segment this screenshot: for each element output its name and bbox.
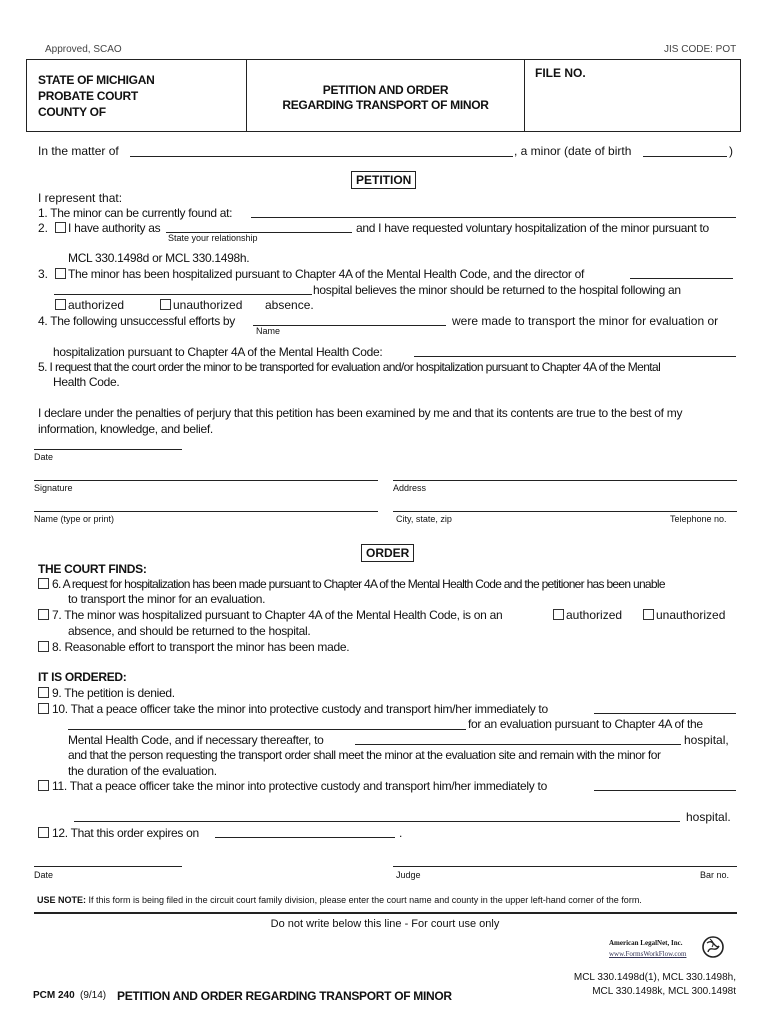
matter-prefix: In the matter of: [38, 144, 119, 158]
address-field[interactable]: [393, 480, 737, 481]
bar-no-caption: Bar no.: [700, 870, 730, 880]
order-9: 9. The petition is denied.: [52, 686, 175, 700]
signature-caption: Signature: [34, 483, 73, 493]
finding-8: 8. Reasonable effort to transport the minor has been made.: [52, 640, 350, 654]
authorized-label: authorized: [68, 298, 125, 312]
order-10-checkbox[interactable]: [38, 703, 49, 714]
declaration: I declare under the penalties of perjury that this petition has been examined by me and that its contents are true to the best of my: [38, 406, 683, 420]
finding-6-checkbox[interactable]: [38, 578, 49, 589]
petition-heading: PETITION: [351, 171, 416, 189]
order-10-evaluation-field[interactable]: [68, 729, 466, 730]
judge-signature-field[interactable]: [393, 866, 737, 867]
item-4-text-b: were made to transport the minor for evaluation or: [452, 314, 719, 328]
minor-name-field[interactable]: [130, 156, 513, 157]
authorized-checkbox[interactable]: [55, 299, 66, 310]
relationship-caption: State your relationship: [168, 233, 258, 243]
footer-title: PETITION AND ORDER REGARDING TRANSPORT OF MINOR: [117, 989, 452, 1003]
name-print-caption: Name (type or print): [34, 514, 115, 524]
jis-code: JIS CODE: POT: [664, 44, 737, 55]
order-heading: ORDER: [361, 544, 414, 562]
finding-8-checkbox[interactable]: [38, 641, 49, 652]
court-use-divider: [34, 912, 737, 914]
order-11-checkbox[interactable]: [38, 780, 49, 791]
court-state: STATE OF MICHIGAN: [38, 73, 155, 87]
absence-label: absence.: [265, 298, 314, 312]
order-10-e: the duration of the evaluation.: [68, 764, 217, 778]
item-2-text-b: and I have requested voluntary hospitalization of the minor pursuant to: [356, 221, 709, 235]
finding-7: 7. The minor was hospitalized pursuant to Chapter 4A of the Mental Health Code, is on an: [52, 608, 503, 622]
petition-date-field[interactable]: [34, 449, 182, 450]
order-11-destination-field[interactable]: [594, 790, 736, 791]
finding-7-unauthorized-label: unauthorized: [656, 608, 726, 622]
use-note: [37, 895, 642, 905]
order-9-checkbox[interactable]: [38, 687, 49, 698]
logo-url: www.FormsWorkFlow.com: [609, 950, 687, 958]
city-caption: City, state, zip: [396, 514, 452, 524]
matter-minor: , a minor (date of birth: [514, 144, 632, 158]
location-field[interactable]: [251, 217, 736, 218]
telephone-caption: Telephone no.: [670, 514, 727, 524]
finding-7-unauthorized-checkbox[interactable]: [643, 609, 654, 620]
hospital-field[interactable]: [54, 294, 312, 295]
item-2-text: I have authority as: [68, 221, 161, 235]
item-5-text-b: Health Code.: [53, 375, 120, 389]
footer-mcl-1: MCL 330.1498d(1), MCL 330.1498h,: [573, 972, 736, 983]
efforts-field[interactable]: [414, 356, 736, 357]
order-date-caption: Date: [34, 870, 54, 880]
order-10-c: Mental Health Code, and if necessary thereafter, to: [68, 733, 324, 747]
finding-7-b: absence, and should be returned to the hospital.: [68, 624, 311, 638]
american-legalnet-logo: [606, 933, 726, 963]
header-divider: [524, 59, 525, 131]
name-caption: Name: [256, 326, 281, 336]
unauthorized-label: unauthorized: [173, 298, 243, 312]
order-12: 12. That this order expires on: [52, 826, 199, 840]
item-4: 4. The following unsuccessful efforts by: [38, 314, 236, 328]
declaration-b: information, knowledge, and belief.: [38, 422, 213, 436]
order-date-field[interactable]: [34, 866, 182, 867]
form-number: PCM 240: [33, 990, 75, 1001]
matter-close: ): [729, 144, 733, 158]
judge-caption: Judge: [396, 870, 421, 880]
court-county: COUNTY OF: [38, 105, 106, 119]
order-10-hospital-label: hospital,: [684, 733, 729, 747]
logo-company: American LegalNet, Inc.: [609, 939, 683, 947]
finding-7-authorized-checkbox[interactable]: [553, 609, 564, 620]
item-3-text-b: hospital believes the minor should be returned to the hospital following an: [313, 283, 681, 297]
order-11-hospital-label: hospital.: [686, 810, 731, 824]
item-3-text: The minor has been hospitalized pursuant to Chapter 4A of the Mental Health Code, and the director of: [68, 267, 585, 281]
unauthorized-checkbox[interactable]: [160, 299, 171, 310]
order-10-b: for an evaluation pursuant to Chapter 4A of the: [468, 717, 703, 731]
globe-icon: [701, 935, 725, 959]
form-title: PETITION AND ORDER: [322, 83, 449, 97]
order-11-hospital-field[interactable]: [74, 821, 680, 822]
form-revision: (9/14): [80, 990, 107, 1001]
finding-7-checkbox[interactable]: [38, 609, 49, 620]
order-10-hospital-field[interactable]: [355, 744, 681, 745]
finding-6-b: to transport the minor for an evaluation.: [68, 592, 266, 606]
approved-label: Approved, SCAO: [45, 44, 122, 55]
court-use-notice: Do not write below this line - For court use only: [270, 918, 500, 930]
item-2-text-c: MCL 330.1498d or MCL 330.1498h.: [68, 251, 250, 265]
court-name: PROBATE COURT: [38, 89, 138, 103]
efforts-name-field[interactable]: [253, 325, 446, 326]
order-12-period: .: [399, 826, 403, 840]
item-3-checkbox[interactable]: [55, 268, 66, 279]
item-4-text-c: hospitalization pursuant to Chapter 4A of the Mental Health Code:: [53, 345, 383, 359]
name-print-field[interactable]: [34, 511, 378, 512]
finding-7-authorized-label: authorized: [566, 608, 623, 622]
court-finds-heading: THE COURT FINDS:: [38, 562, 147, 576]
item-1: 1. The minor can be currently found at:: [38, 206, 233, 220]
director-field[interactable]: [630, 278, 733, 279]
order-10-destination-field[interactable]: [594, 713, 736, 714]
use-note-label: USE NOTE:: [37, 895, 87, 905]
item-3-number: 3.: [38, 267, 49, 281]
use-note-text: If this form is being filed in the circuit court family division, please enter the court name and county in the upper left-hand corner of the form.: [88, 895, 642, 905]
item-2-checkbox[interactable]: [55, 222, 66, 233]
address-caption: Address: [393, 483, 427, 493]
item-2-number: 2.: [38, 221, 49, 235]
item-5: 5. I request that the court order the minor to be transported for evaluation and/or hospitalization pursuant to Chapter 4A of the Mental: [38, 360, 661, 374]
represent-intro: I represent that:: [38, 191, 123, 205]
date-caption: Date: [34, 452, 54, 462]
expiration-date-field[interactable]: [215, 837, 395, 838]
city-state-zip-field[interactable]: [393, 511, 737, 512]
order-11: 11. That a peace officer take the minor into protective custody and transport him/her immediately to: [52, 779, 547, 793]
order-10: 10. That a peace officer take the minor into protective custody and transport him/her immediately to: [52, 702, 548, 716]
file-no-label: FILE NO.: [535, 66, 586, 80]
signature-field[interactable]: [34, 480, 378, 481]
form-subtitle: REGARDING TRANSPORT OF MINOR: [282, 98, 489, 112]
order-10-d: and that the person requesting the transport order shall meet the minor at the evaluation site and remain with the minor for: [68, 748, 661, 762]
dob-field[interactable]: [643, 156, 727, 157]
order-12-checkbox[interactable]: [38, 827, 49, 838]
ordered-heading: IT IS ORDERED:: [38, 670, 127, 684]
finding-6: 6. A request for hospitalization has been made pursuant to Chapter 4A of the Mental Health Code and the petitioner has been unable: [52, 577, 665, 591]
footer-mcl-2: MCL 330.1498k, MCL 300.1498t: [592, 986, 736, 997]
